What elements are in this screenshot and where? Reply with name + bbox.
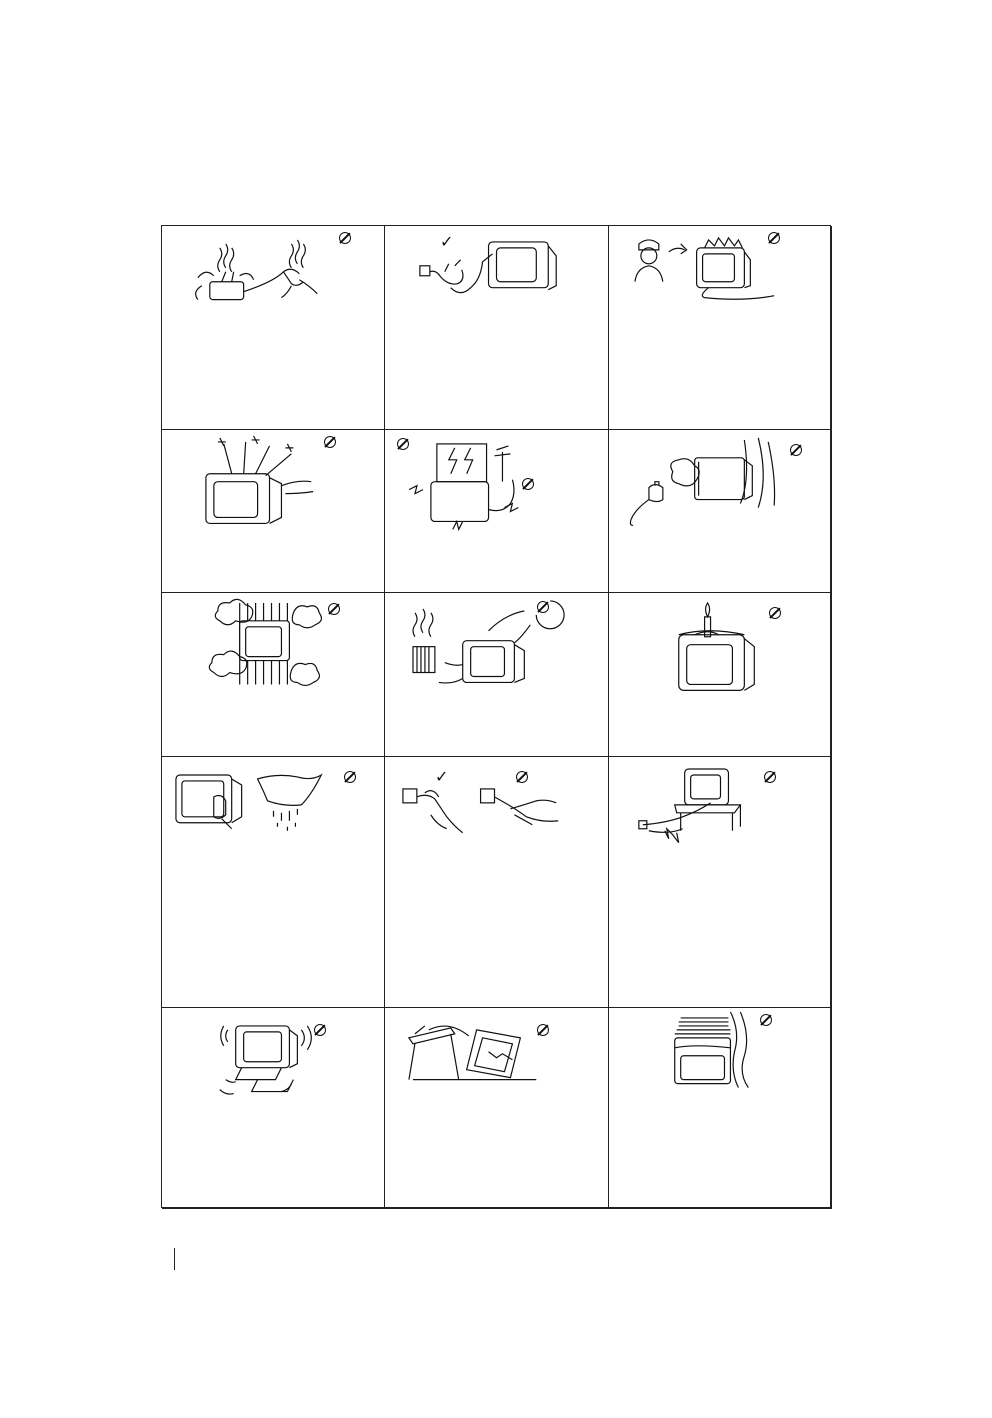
objects-into-vents-illustration [162,430,384,592]
panel-unplug-by-plug [385,757,609,1008]
plug-tv-into-outlet-illustration [385,226,608,429]
panel-plug-tv-into-outlet [385,226,609,430]
check-mark-icon: ✓ [440,232,454,251]
prohibited-icon [314,1024,326,1036]
panel-lightning-storm [385,430,609,593]
wet-cloth-cleaning-illustration [162,757,384,1007]
prohibited-icon [339,232,351,244]
panel-overloaded-outlet [162,226,385,430]
unstable-placement-illustration [162,1008,384,1208]
panel-wet-cloth-cleaning [162,757,385,1008]
prohibited-icon [516,771,528,783]
prohibited-icon [537,601,549,613]
lightning-storm-illustration [385,430,608,592]
servicing-by-technician-illustration [609,226,831,429]
prohibited-icon [760,1014,772,1026]
prohibited-icon [328,603,340,615]
panel-tv-falling [385,1008,609,1209]
objects-on-top-illustration [609,1008,831,1208]
panel-candle-on-tv [609,593,832,757]
prohibited-icon [768,232,780,244]
panel-objects-into-vents [162,430,385,593]
damaged-cord-under-stand-illustration [609,757,831,1007]
panel-objects-on-top [609,1008,832,1209]
panel-heat-sunlight [385,593,609,757]
blocked-ventilation-illustration [162,593,384,756]
tv-falling-illustration [385,1008,608,1208]
prohibited-icon [790,444,802,456]
candle-on-tv-illustration [609,593,831,756]
prohibited-icon [537,1024,549,1036]
check-mark-icon: ✓ [435,767,449,786]
prohibited-icon [397,438,409,450]
prohibited-icon [522,478,534,490]
page-margin-marker [174,1248,175,1270]
panel-unstable-placement [162,1008,385,1209]
prohibited-icon [769,607,781,619]
unplug-by-plug-illustration [385,757,608,1007]
panel-damaged-cord-under-stand [609,757,832,1008]
safety-illustration-grid [161,225,831,1208]
panel-steam-humidity [609,430,832,593]
panel-servicing-by-technician [609,226,832,430]
overloaded-outlet-illustration [162,226,384,429]
prohibited-icon [764,771,776,783]
prohibited-icon [344,771,356,783]
heat-sunlight-illustration [385,593,608,756]
panel-blocked-ventilation [162,593,385,757]
prohibited-icon [324,436,336,448]
